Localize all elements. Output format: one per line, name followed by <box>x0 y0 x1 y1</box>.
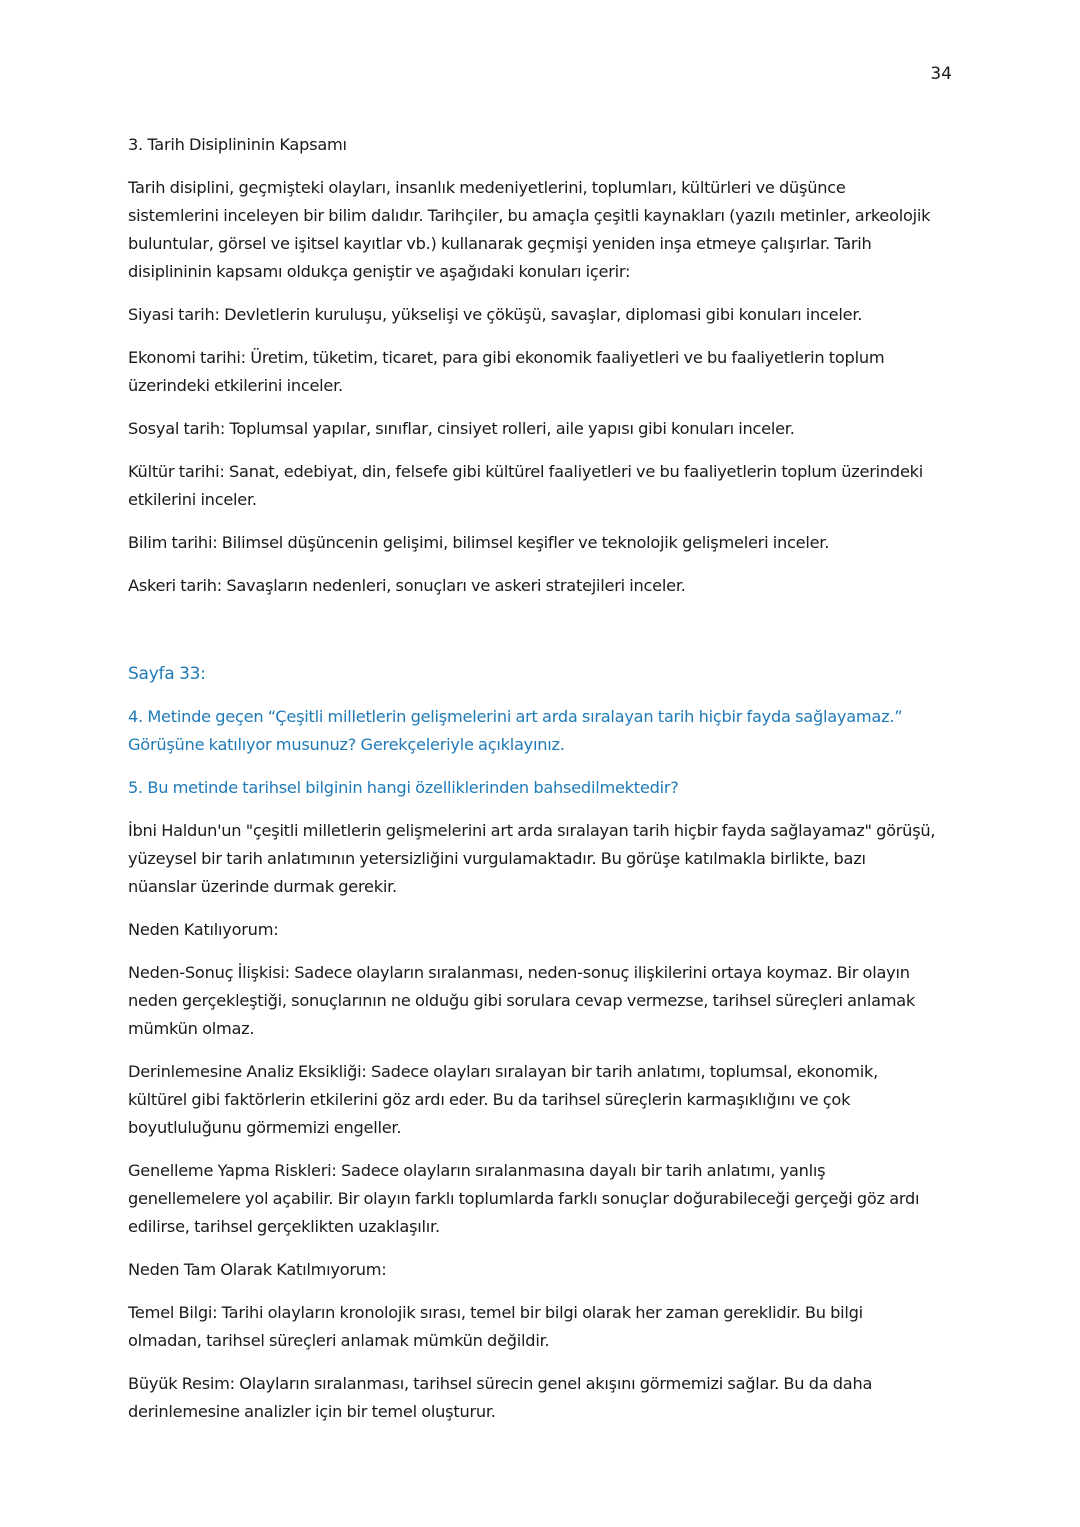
agree-item-generalization: Genelleme Yapma Riskleri: Sadece olayların sıralanmasına dayalı bir tarih anlatımı, yanlış genellemelere yol açabilir. Bir olayın farklı toplumlarda farklı sonuçlar doğurabileceği gerçeği göz ardı edilirse, tarihsel gerçeklikten uzaklaşılır. <box>128 1161 920 1236</box>
disagree-item-big-picture: Büyük Resim: Olayların sıralanması, tarihsel sürecin genel akışını görmemizi sağlar. Bu da daha derinlemesine analizler için bir temel oluşturur. <box>128 1374 873 1421</box>
scope-item-science: Bilim tarihi: Bilimsel düşüncenin gelişimi, bilimsel keşifler ve teknolojik gelişmeleri inceler. <box>128 533 830 552</box>
agree-item-analysis: Derinlemesine Analiz Eksikliği: Sadece olayları sıralayan bir tarih anlatımı, toplumsal, ekonomik, kültürel gibi faktörlerin etkilerini göz ardı eder. Bu da tarihsel süreçlerin karmaşıklığını ve çok boyutluluğunu görmemizi engeller. <box>128 1062 879 1137</box>
scope-item-military: Askeri tarih: Savaşların nedenleri, sonuçları ve askeri stratejileri inceler. <box>128 576 686 595</box>
answer-intro: İbni Haldun'un "çeşitli milletlerin gelişmelerini art arda sıralayan tarih hiçbir fayda sağlayamaz" görüşü, yüzeysel bir tarih anlatımının yetersizliğini vurgulamaktadır. Bu görüşe katılmakla birlikte, bazı nüanslar üzerinde durmak gerekir. <box>128 821 936 896</box>
question-5: 5. Bu metinde tarihsel bilginin hangi özelliklerinden bahsedilmektedir? <box>128 778 679 797</box>
section-heading: 3. Tarih Disiplininin Kapsamı <box>128 135 347 154</box>
agree-heading: Neden Katılıyorum: <box>128 920 279 939</box>
disagree-item-basic-knowledge: Temel Bilgi: Tarihi olayların kronolojik sırası, temel bir bilgi olarak her zaman gereklidir. Bu bilgi olmadan, tarihsel süreçleri anlamak mümkün değildir. <box>128 1303 863 1350</box>
page-reference-label: Sayfa 33: <box>128 664 206 684</box>
agree-item-cause-effect: Neden-Sonuç İlişkisi: Sadece olayların sıralanması, neden-sonuç ilişkilerini ortaya koymaz. Bir olayın neden gerçekleştiği, sonuçlarının ne olduğu gibi sorulara cevap vermezse, tarihsel süreçleri anlamak mümkün olmaz. <box>128 963 916 1038</box>
page-content <box>128 131 938 1441</box>
question-4: 4. Metinde geçen “Çeşitli milletlerin gelişmelerini art arda sıralayan tarih hiçbir fayda sağlayamaz.” Görüşüne katılıyor musunuz? Gerekçeleriyle açıklayınız. <box>128 707 903 754</box>
disagree-heading: Neden Tam Olarak Katılmıyorum: <box>128 1260 387 1279</box>
scope-item-political: Siyasi tarih: Devletlerin kuruluşu, yükselişi ve çöküşü, savaşlar, diplomasi gibi konuları inceler. <box>128 305 863 324</box>
scope-item-cultural: Kültür tarihi: Sanat, edebiyat, din, felsefe gibi kültürel faaliyetleri ve bu faaliyetlerin toplum üzerindeki etkilerini inceler. <box>128 462 924 509</box>
section-intro: Tarih disiplini, geçmişteki olayları, insanlık medeniyetlerini, toplumları, kültürleri ve düşünce sistemlerini inceleyen bir bilim dalıdır. Tarihçiler, bu amaçla çeşitli kaynakları (yazılı metinler, arkeolojik buluntular, görsel ve işitsel kayıtlar vb.) kullanarak geçmişi yeniden inşa etmeye çalışırlar. Tarih disiplininin kapsamı oldukça geniştir ve aşağıdaki konuları içerir: <box>128 178 931 281</box>
scope-item-economic: Ekonomi tarihi: Üretim, tüketim, ticaret, para gibi ekonomik faaliyetleri ve bu faaliyetlerin toplum üzerindeki etkilerini inceler. <box>128 348 885 395</box>
page-number: 34 <box>930 64 952 84</box>
scope-item-social: Sosyal tarih: Toplumsal yapılar, sınıflar, cinsiyet rolleri, aile yapısı gibi konuları inceler. <box>128 419 795 438</box>
